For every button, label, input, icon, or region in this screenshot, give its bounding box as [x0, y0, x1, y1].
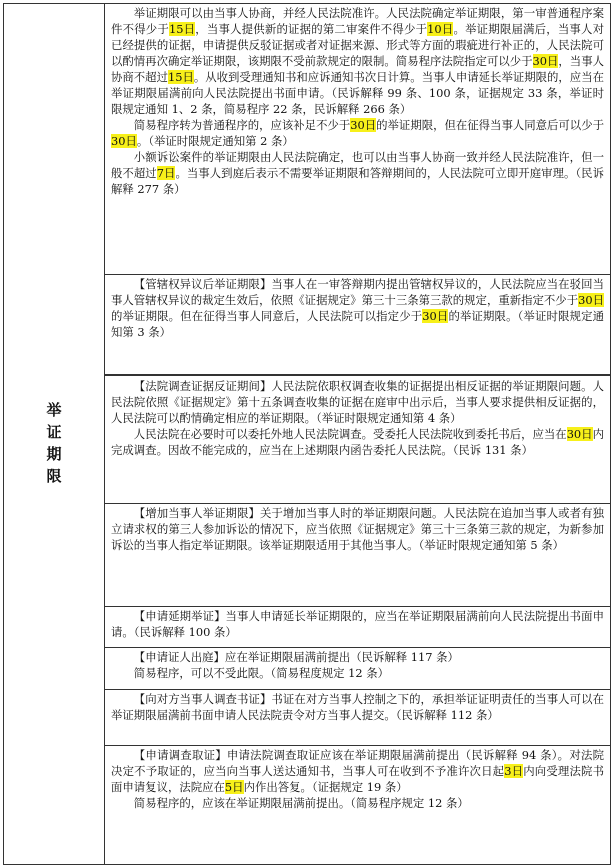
paragraph	[111, 117, 604, 149]
text-segment: 。（举证时限规定通知第 2 条）	[136, 134, 294, 148]
highlighted-deadline: 15日	[167, 70, 194, 84]
document-table	[3, 3, 611, 865]
block-general-period	[105, 4, 610, 275]
text-segment: ，当事人提供新的证据的第二审案件不得少于	[195, 22, 428, 36]
text-segment: 【申请调查取证】申请法院调查取证应该在举证期限届满前提出（民诉解释 94 条）。对法院决定不予取证的，应当向当事人送达通知书，当事人可在收到不予准许次日起	[111, 748, 604, 778]
text-segment: 举证期限可以由当事人协商，并经人民法院准许。人民法院确定举证期限，第一审普通程序案件不得少于	[111, 6, 604, 36]
text-segment: 。举证期限届满后，当事人对已经提供的证据，申请提供反驳证据或者对证据来源、形式等方面的瑕疵进行补正的，人民法院可以酌情再次确定举证期限，该期限不受前款规定的限制。简易程序法院指定可以少于	[111, 22, 604, 68]
paragraph	[111, 276, 604, 340]
highlighted-deadline: 30日	[532, 54, 559, 68]
block-extension-request	[105, 607, 610, 648]
text-segment: 的举证期限。但在征得当事人同意后，人民法院可以指定少于	[111, 309, 423, 323]
highlighted-deadline: 7日	[156, 166, 176, 180]
text-segment: 内向受理法院书面申请复议，法院应在	[111, 764, 604, 794]
highlighted-deadline: 30日	[111, 134, 137, 148]
text-segment: 的举证期限，但在征得当事人同意后可以少于	[376, 118, 604, 132]
text-segment: ，当事人协商不超过	[111, 54, 604, 84]
text-segment: 。当事人到庭后表示不需要举证期限和答辩期间的，人民法院可立即开庭审理。（民诉解释 277 条）	[111, 166, 604, 196]
paragraph	[111, 608, 604, 640]
content-column	[105, 4, 610, 864]
paragraph	[111, 505, 604, 553]
category-char: 证	[46, 423, 62, 441]
block-court-investigation	[105, 377, 610, 504]
text-segment: 小额诉讼案件的举证期限由人民法院确定，也可以由当事人协商一致并经人民法院准许，但一般不超过	[111, 150, 604, 180]
paragraph	[111, 747, 604, 795]
paragraph	[111, 795, 604, 811]
highlighted-deadline: 30日	[578, 293, 604, 307]
paragraph	[111, 378, 604, 426]
text-segment: 简易程序转为普通程序的，应该补足不少于	[133, 118, 351, 132]
highlighted-deadline: 15日	[168, 22, 196, 36]
text-segment: 简易程序，可以不受此限。（简易程度规定 12 条）	[133, 666, 390, 680]
highlighted-deadline: 30日	[422, 309, 449, 323]
text-segment: 内完成调查。因故不能完成的，应当在上述期限内函告委托人民法院。（民诉 131 条）	[111, 427, 604, 457]
text-segment: 。从收到受理通知书和应诉通知书次日计算。当事人申请延长举证期限的，应当在举证期限届满前向人民法院提出书面申请。（民诉解释 99 条、100 条，证据规定 33 条，举证时限规定通知 1、2 条，简易程序 22 条，民诉解释 266 条）	[111, 70, 604, 116]
paragraph	[111, 665, 604, 681]
text-segment: 的举证期限。（举证时限规定通知第 3 条）	[111, 309, 604, 339]
category-cell	[4, 4, 105, 864]
highlighted-deadline: 10日	[427, 22, 454, 36]
highlighted-deadline: 5日	[224, 780, 244, 794]
paragraph	[111, 649, 604, 665]
text-segment: 【申请延期举证】当事人申请延长举证期限的，应当在举证期限届满前向人民法院提出书面申请。（民诉解释 100 条）	[111, 609, 604, 639]
block-documentary-evidence	[105, 690, 610, 746]
text-segment: 人民法院在必要时可以委托外地人民法院调查。受委托人民法院收到委托书后，应当在	[133, 427, 567, 441]
text-segment: 简易程序的，应该在举证期限届满前提出。（简易程序规定 12 条）	[133, 796, 469, 810]
paragraph	[111, 149, 604, 197]
category-char: 限	[46, 467, 62, 485]
category-label	[42, 399, 66, 487]
paragraph	[111, 426, 604, 458]
text-segment: 【增加当事人举证期限】关于增加当事人时的举证期限问题。人民法院在追加当事人或者有独立请求权的第三人参加诉讼的情况下，应当依照《证据规定》第三十三条第三款的规定，为新参加诉讼的当事人指定举证期限。该举证期限适用于其他当事人。（举证时限规定通知第 5 条）	[111, 506, 604, 552]
highlighted-deadline: 30日	[566, 427, 593, 441]
highlighted-deadline: 3日	[504, 764, 524, 778]
block-witness-request	[105, 648, 610, 690]
category-char: 期	[46, 445, 62, 463]
category-char: 举	[46, 401, 62, 419]
text-segment: 内作出答复。（证据规定 19 条）	[243, 780, 408, 794]
row-divider	[105, 375, 610, 376]
highlighted-deadline: 30日	[350, 118, 377, 132]
block-added-party	[105, 504, 610, 607]
paragraph	[111, 5, 604, 117]
text-segment: 【申请证人出庭】应在举证期限届满前提出（民诉解释 117 条）	[133, 650, 459, 664]
text-segment: 【向对方当事人调查书证】书证在对方当事人控制之下的，承担举证证明责任的当事人可以在举证期限届满前书面申请人民法院责令对方当事人提交。（民诉解释 112 条）	[111, 692, 604, 722]
text-segment: 【法院调查证据反证期间】人民法院依职权调查收集的证据提出相反证据的举证期限问题。人民法院依照《证据规定》第十五条调查收集的证据在庭审中出示后，当事人要求提供相反证据的，人民法院可以酌情确定相应的举证期限。（举证时限规定通知第 4 条）	[111, 379, 604, 425]
block-jurisdiction-objection	[105, 275, 610, 375]
text-segment: 【管辖权异议后举证期限】当事人在一审答辩期内提出管辖权异议的，人民法院应当在驳回当事人管辖权异议的裁定生效后，依照《证据规定》第三十三条第三款的规定，重新指定不少于	[111, 277, 604, 307]
block-evidence-collection	[105, 746, 610, 864]
paragraph	[111, 691, 604, 723]
